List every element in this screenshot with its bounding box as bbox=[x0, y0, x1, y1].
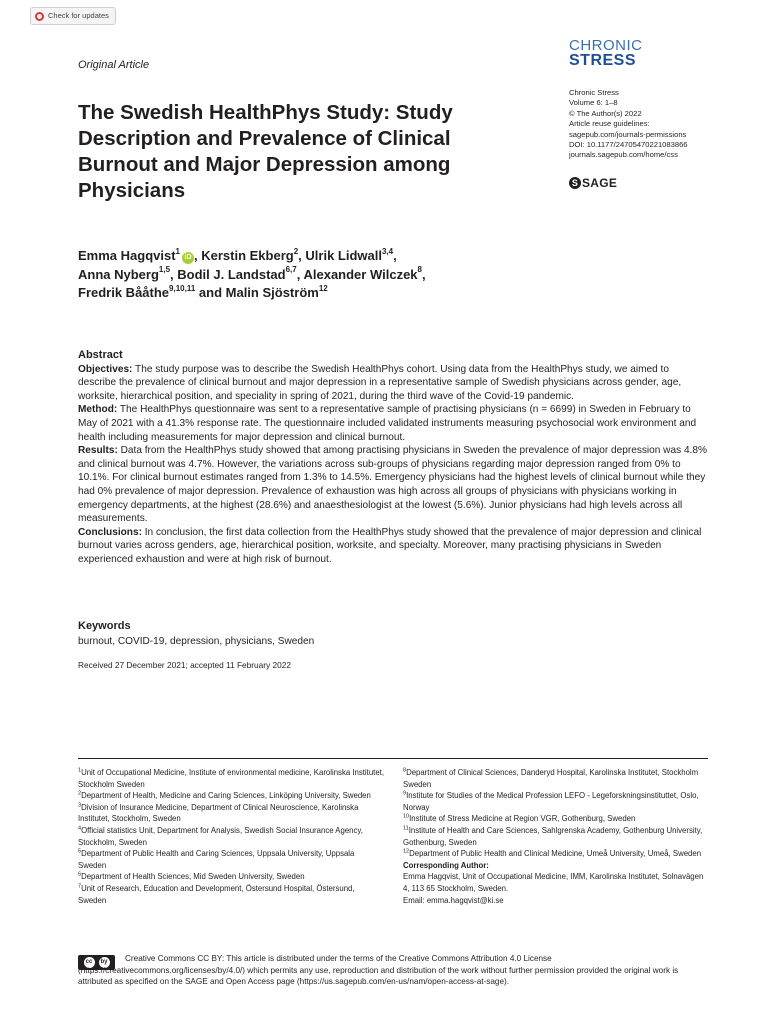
author-affiliation-marker: 6,7 bbox=[285, 265, 297, 275]
affiliation-number: 9 bbox=[403, 790, 407, 797]
author-separator: , bbox=[296, 266, 304, 282]
update-icon bbox=[35, 12, 44, 21]
author-name[interactable]: Fredrik Bååthe bbox=[78, 285, 170, 300]
abstract-section-label: Method: bbox=[78, 404, 118, 416]
author-name[interactable]: Alexander Wilczek bbox=[303, 266, 418, 282]
affiliation bbox=[403, 790, 709, 813]
author-affiliation-marker: 12 bbox=[318, 283, 328, 293]
affiliation-number: 4 bbox=[78, 825, 82, 832]
journal-meta bbox=[569, 88, 759, 161]
keywords-heading: Keywords bbox=[78, 620, 131, 632]
journal-logo-line2: STRESS bbox=[569, 52, 637, 69]
affiliation bbox=[403, 848, 709, 860]
author-name[interactable]: Malin Sjöström bbox=[225, 285, 319, 300]
author-affiliation-marker: 1,5 bbox=[158, 265, 171, 275]
journal-home-link[interactable]: journals.sagepub.com/home/css bbox=[569, 150, 678, 160]
journal-logo[interactable] bbox=[569, 38, 643, 69]
affiliation-number: 3 bbox=[78, 802, 82, 809]
affiliation-text: Official statistics Unit, Department for Analysis, Swedish Social Insurance Agency, Stockholm, Sweden bbox=[78, 825, 363, 847]
abstract-section-text: The HealthPhys questionnaire was sent to a representative sample of practising physicians (n = 6699) in Sweden in February to May of 2021 with a 41.3% response rate. The questionnaire included validated instruments measuring psychosocial work environment and health including measurements for major depression and clinical burnout. bbox=[78, 404, 697, 443]
affiliations-right bbox=[403, 767, 709, 906]
affiliation-text: Department of Clinical Sciences, Danderyd Hospital, Karolinska Institutet, Stockholm Sweden bbox=[403, 768, 699, 789]
affiliation-number: 11 bbox=[403, 825, 409, 832]
check-for-updates-badge[interactable] bbox=[30, 7, 116, 25]
affiliation-number: 7 bbox=[78, 883, 82, 890]
license-text bbox=[78, 953, 708, 988]
journal-logo-line1: CHRONIC bbox=[569, 37, 643, 54]
affiliation-number: 12 bbox=[403, 848, 410, 855]
author-affiliation-marker: 8 bbox=[417, 265, 422, 275]
author-name[interactable]: Anna Nyberg bbox=[78, 266, 159, 282]
author-name[interactable]: Bodil J. Landstad bbox=[177, 266, 286, 282]
reuse-guidelines-label: Article reuse guidelines: bbox=[569, 119, 650, 129]
affiliation-number: 5 bbox=[78, 848, 82, 855]
corresponding-author-email[interactable]: Email: emma.hagqvist@ki.se bbox=[403, 895, 504, 905]
cc-icon: cc bbox=[84, 957, 95, 968]
doi-link[interactable]: DOI: 10.1177/24705470221083866 bbox=[569, 140, 688, 150]
affiliation-text: Unit of Occupational Medicine, Institute of environmental medicine, Karolinska Institutet, Stockholm Sweden bbox=[78, 768, 384, 789]
permissions-link[interactable]: sagepub.com/journals-permissions bbox=[569, 129, 687, 139]
publisher-name: SAGE bbox=[582, 176, 618, 190]
affiliation-text: Department of Health Sciences, Mid Sweden University, Sweden bbox=[81, 872, 305, 882]
author-name[interactable]: Ulrik Lidwall bbox=[305, 248, 382, 263]
abstract-section-label: Conclusions: bbox=[78, 526, 142, 538]
affiliation bbox=[78, 790, 384, 802]
sage-icon: S bbox=[569, 177, 581, 189]
abstract-section-text: In conclusion, the first data collection from the HealthPhys study showed that the prevalence of major depression and clinical burnout varies across genders, age, hierarchical position, worksite, and specialty. Moreover, many practising physicians in Sweden experienced exhaustion and were at high risk of burnout. bbox=[78, 526, 702, 565]
affiliation-text: Division of Insurance Medicine, Department of Clinical Neuroscience, Karolinska Institutet, Stockholm, Sweden bbox=[78, 802, 359, 824]
affiliation-text: Department of Health, Medicine and Caring Sciences, Linköping University, Sweden bbox=[81, 791, 371, 801]
affiliation-number: 6 bbox=[78, 871, 82, 878]
affiliation bbox=[78, 825, 384, 848]
author-name[interactable]: Emma Hagqvist bbox=[78, 248, 176, 263]
abstract-heading: Abstract bbox=[78, 349, 123, 361]
license-statement: Creative Commons CC BY: This article is distributed under the terms of the Creative Commons Attribution 4.0 License (https://creativecommons.org/licenses/by/4.0/) which permits any use, reproduction and distribution of the work without further permission provided the original work is attributed as specified on the SAGE and Open Access page (https://us.sagepub.com/en-us/nam/open-access-at-sage). bbox=[78, 954, 679, 987]
affiliation-text: Institute of Stress Medicine at Region VGR, Gothenburg, Sweden bbox=[409, 814, 636, 824]
abstract-section-text: Data from the HealthPhys study showed that among practising physicians in Sweden the prevalence of major depression was 4.8% and clinical burnout was 4.7%. However, the variations across sub-groups of physicians regarding major depression ranged from 0% to 10.1%. For clinical burnout estimates ranged from 1.3% to 14.5%. Emergency physicians had the highest levels of clinical burnout while they had 0% prevalence of major depression. Prevalence of exhaustion was high across all groups of physicians with physicians working in emergency departments, at the highest (28.6%) and anaesthesiologist at the lowest (5.6%). Junior physicians had high levels across all measurements. bbox=[78, 445, 707, 525]
affiliation bbox=[403, 825, 709, 848]
affiliation bbox=[78, 767, 384, 790]
abstract bbox=[78, 349, 708, 567]
received-dates: Received 27 December 2021; accepted 11 February 2022 bbox=[78, 660, 291, 670]
affiliation-number: 8 bbox=[403, 767, 407, 774]
author-affiliation-marker: 3,4 bbox=[381, 246, 394, 256]
affiliation bbox=[78, 848, 384, 871]
keywords-list: burnout, COVID-19, depression, physicians, Sweden bbox=[78, 636, 315, 647]
corresponding-author-address: Emma Hagqvist, Unit of Occupational Medicine, IMM, Karolinska Institutet, Solnavägen 4, 113 65 Stockholm, Sweden. bbox=[403, 872, 704, 893]
author-separator: and bbox=[195, 285, 226, 300]
author-separator: , bbox=[170, 266, 178, 282]
corresponding-author-heading: Corresponding Author: bbox=[403, 860, 489, 870]
affiliation bbox=[78, 871, 384, 883]
affiliation-number: 2 bbox=[78, 790, 82, 797]
author-affiliation-marker: 9,10,11 bbox=[169, 283, 196, 293]
publisher-logo bbox=[569, 176, 617, 190]
affiliation-text: Institute for Studies of the Medical Profession LEFO - Legeforskningsinstituttet, Oslo, Norway bbox=[403, 791, 699, 812]
affiliation bbox=[403, 813, 709, 825]
abstract-objectives bbox=[78, 363, 708, 404]
author-separator: , bbox=[194, 248, 202, 263]
affiliation-number: 10 bbox=[403, 813, 410, 820]
affiliation bbox=[403, 767, 709, 790]
abstract-conclusions bbox=[78, 526, 708, 567]
affiliation-number: 1 bbox=[78, 767, 82, 774]
check-for-updates-label: Check for updates bbox=[48, 11, 109, 20]
journal-name: Chronic Stress bbox=[569, 88, 619, 97]
abstract-section-label: Results: bbox=[78, 445, 118, 457]
abstract-method bbox=[78, 403, 708, 444]
abstract-section-label: Objectives: bbox=[78, 363, 133, 375]
author-affiliation-marker: 2 bbox=[293, 246, 299, 256]
article-title: The Swedish HealthPhys Study: Study Description and Prevalence of Clinical Burnout and Major Depression among Physicians bbox=[78, 101, 453, 202]
author-affiliation-marker: 1 bbox=[175, 246, 180, 256]
affiliations-left bbox=[78, 767, 384, 906]
author-separator: , bbox=[421, 266, 426, 282]
journal-volume: Volume 6: 1–8 bbox=[569, 98, 618, 108]
affiliation-text: Department of Public Health and Caring Sciences, Uppsala University, Uppsala Sweden bbox=[78, 849, 355, 870]
article-type: Original Article bbox=[78, 59, 150, 71]
author-name[interactable]: Kerstin Ekberg bbox=[201, 248, 294, 263]
affiliation bbox=[78, 883, 384, 906]
copyright: © The Author(s) 2022 bbox=[569, 108, 642, 118]
affiliation-text: Department of Public Health and Clinical Medicine, Umeå University, Umeå, Sweden bbox=[409, 849, 702, 859]
author-separator: , bbox=[393, 248, 397, 263]
abstract-section-text: The study purpose was to describe the Swedish HealthPhys cohort. Using data from the HealthPhys study, we aimed to describe the prevalence of clinical burnout and major depression in a representative sample of Swedish physicians across gender, age, worksite, hierarchical position, and speciality in spring of 2021, during the third wave of the Covid-19 pandemic. bbox=[78, 363, 682, 402]
footnote-divider bbox=[78, 758, 708, 759]
orcid-icon[interactable]: iD bbox=[182, 252, 194, 264]
abstract-results bbox=[78, 444, 708, 526]
affiliation-text: Institute of Health and Care Sciences, Sahlgrenska Academy, Gothenburg University, Gothenburg, Sweden bbox=[403, 825, 703, 847]
author-list bbox=[78, 247, 558, 303]
author-separator: , bbox=[298, 248, 306, 263]
affiliation-text: Unit of Research, Education and Development, Östersund Hospital, Östersund, Sweden bbox=[78, 883, 355, 905]
by-icon: by bbox=[99, 957, 110, 968]
affiliation bbox=[78, 802, 384, 825]
